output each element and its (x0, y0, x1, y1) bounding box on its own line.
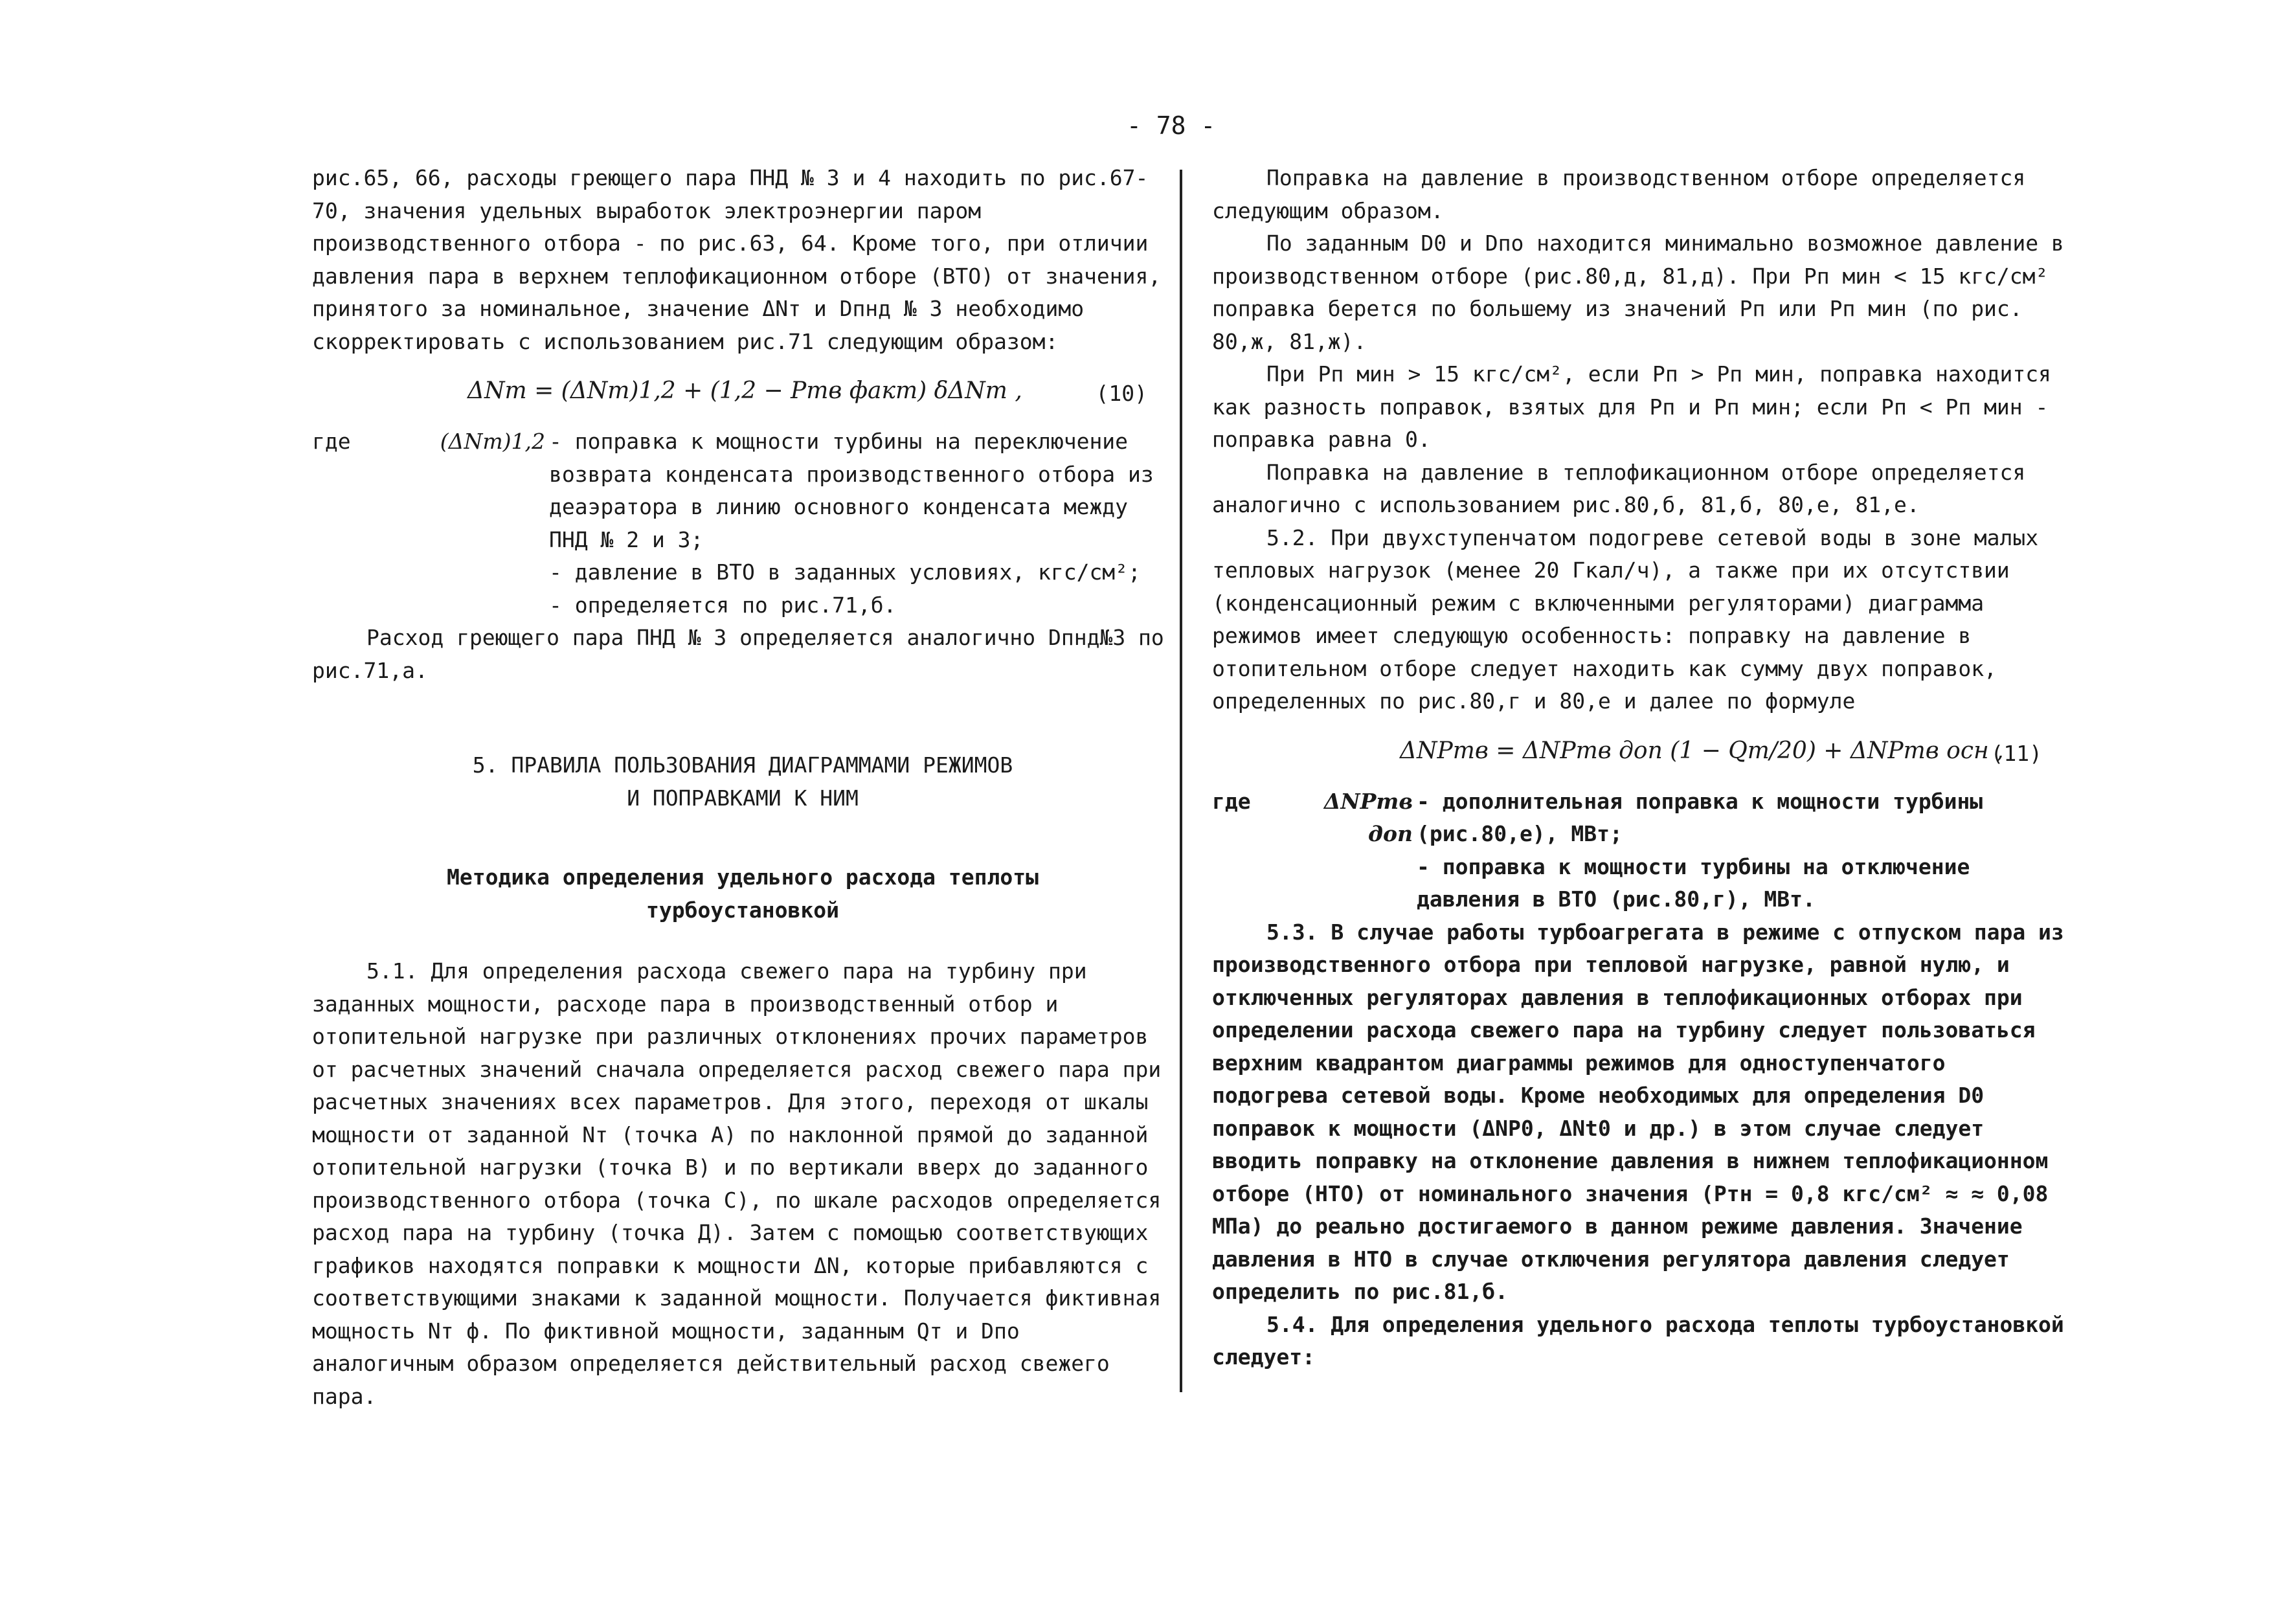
page-number: - 78 - (1127, 111, 1216, 140)
definition-symbol: (ΔNт)1,2 (440, 429, 545, 454)
steam-note-paragraph: Расход греющего пара ПНД № 3 определяется аналогично Dпнд№3 по рис.71,а. (312, 625, 1164, 683)
left-column (312, 162, 1173, 1413)
subheading-line: турбоустановкой (646, 897, 839, 923)
definition-text: - поправка к мощности турбины на переключение возврата конденсата производственного отбора из деаэратора в линию основного конденсата между ПНД № 2 и 3; (549, 429, 1154, 552)
definition-text: - давление в ВТО в заданных условиях, кгс/см²; (549, 559, 1141, 585)
column-divider (1180, 170, 1182, 1392)
formula-11-expression: ΔNPтв = ΔNPтв доп (1 − Qт/20) + ΔNPтв осн , (1400, 737, 2004, 764)
definition-text: - поправка к мощности турбины на отключение давления в ВТО (рис.80,г), МВт. (1417, 853, 1970, 912)
definition-row (312, 425, 1173, 556)
formula-11-number: (11) (1990, 740, 2042, 766)
definition-symbol: ΔNPтв доп (1323, 788, 1413, 846)
subheading-line: Методика определения удельного расхода теплоты (447, 864, 1039, 890)
formula-10 (312, 358, 1173, 423)
formula-11 (1212, 718, 2068, 783)
paragraph-5-2: 5.2. При двухступенчатом подогреве сетевой воды в зоне малых тепловых нагрузок (менее 20 Гкал/ч), а также при их отсутствии (конденсационный режим с включенными регуляторами) диаграмма режимов имеет следующую особенность: поправку на давление в отопительном отборе следует находить как сумму двух поправок, определенных по рис.80,г и 80,е и далее по формуле (1212, 524, 2039, 714)
definition-row (312, 556, 1173, 589)
definition-row (312, 589, 1173, 622)
pressure-paragraph: По заданным D0 и Dпо находится минимально возможное давление в производственном отборе (рис.80,д, 81,д). При Pп мин < 15 кгс/см² поправка берется по большему из значений Pп или Pп мин (по рис. 80,ж, 81,ж). (1212, 231, 2064, 354)
pressure-paragraph: Поправка на давление в производственном отборе определяется следующим образом. (1212, 165, 2026, 223)
section-heading (312, 749, 1173, 815)
definition-row (1212, 851, 2068, 916)
formula-10-expression: ΔNт = (ΔNт)1,2 + (1,2 − Pтв факт) δΔNт , (467, 378, 1022, 404)
definition-row (1212, 785, 2068, 851)
pressure-paragraph: Поправка на давление в теплофикационном отборе определяется аналогично с использованием рис.80,б, 81,б, 80,е, 81,е. (1212, 459, 2026, 517)
formula-10-definitions (312, 425, 1173, 622)
intro-paragraph: рис.65, 66, расходы греющего пара ПНД № 3 и 4 находить по рис.67-70, значения удельных выработок электроэнергии паром производственного отбора - по рис.63, 64. Кроме того, при отличии давления пара в верхнем теплофикационном отборе (ВТО) от значения, принятого за номинальное, значение ΔNт и Dпнд № 3 необходимо скорректировать с использованием рис.71 следующим образом: (312, 165, 1162, 354)
paragraph-5-3: 5.3. В случае работы турбоагрегата в режиме с отпуском пара из производственного отбора при тепловой нагрузке, равной нулю, и отключенных регуляторах давления в теплофикационных отборах при определении расхода свежего пара на турбину следует пользоваться верхним квадрантом диаграммы режимов для одноступенчатого подогрева сетевой воды. Кроме необходимых для определения D0 поправок к мощности (ΔNP0, ΔNt0 и др.) в этом случае следует вводить поправку на отклонение давления в нижнем теплофикационном отборе (НТО) от номинального значения (Pтн = 0,8 кгс/см² ≈ ≈ 0,08 МПа) до реально достигаемого в данном режиме давления. Значение давления в НТО в случае отключения регулятора давления следует определить по рис.81,б. (1212, 919, 2064, 1304)
right-column (1212, 162, 2068, 1374)
method-subheading (312, 861, 1173, 927)
formula-11-definitions (1212, 785, 2068, 916)
definition-text: - определяется по рис.71,б. (549, 592, 897, 618)
formula-10-number: (10) (1096, 381, 1147, 406)
section-heading-line: 5. ПРАВИЛА ПОЛЬЗОВАНИЯ ДИАГРАММАМИ РЕЖИМОВ (472, 752, 1013, 778)
where-label: где (1212, 788, 1251, 814)
paragraph-5-1: 5.1. Для определения расхода свежего пара на турбину при заданных мощности, расходе пара в производственный отбор и отопительной нагрузке при различных отклонениях прочих параметров от расчетных значений сначала определяется расход свежего пара при расчетных значениях всех параметров. Для этого, переходя от шкалы мощности от заданной Nт (точка А) по наклонной прямой до заданной отопительной нагрузки (точка В) и по вертикали вверх до заданного производственного отбора (точка С), по шкале расходов определяется расход пара на турбину (точка Д). Затем с помощью соответствующих графиков находятся поправки к мощности ΔN, которые прибавляются с соответствующими знаками к заданной мощности. Получается фиктивная мощность Nт ф. По фиктивной мощности, заданным Qт и Dпо аналогичным образом определяется действительный расход свежего пара. (312, 958, 1162, 1409)
paragraph-5-4: 5.4. Для определения удельного расхода теплоты турбоустановкой следует: (1212, 1311, 2064, 1370)
section-heading-line: И ПОПРАВКАМИ К НИМ (627, 785, 859, 811)
where-label: где (312, 429, 351, 454)
definition-text: - дополнительная поправка к мощности турбины (рис.80,е), МВт; (1417, 788, 1983, 846)
pressure-paragraph: При Pп мин > 15 кгс/см², если Pп > Pп мин, поправка находится как разность поправок, взятых для Pп и Pп мин; если Pп < Pп мин - поправка равна 0. (1212, 361, 2051, 452)
